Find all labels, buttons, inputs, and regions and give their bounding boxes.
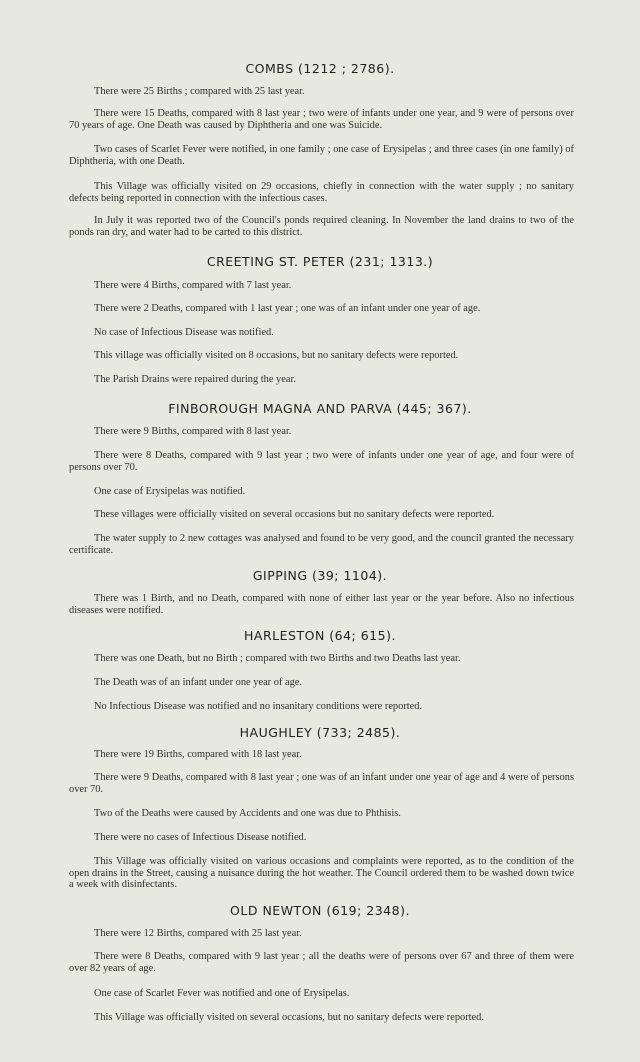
paragraph: There were 8 Deaths, compared with 9 last year ; two were of infants under one year of age, and four were of persons over 70. bbox=[69, 450, 574, 473]
section-combs bbox=[0, 61, 640, 76]
section-heading: COMBS (1212 ; 2786). bbox=[245, 61, 395, 76]
section-creeting-st-peter bbox=[0, 254, 640, 269]
paragraph: There were 12 Births, compared with 25 last year. bbox=[94, 928, 302, 939]
section-gipping bbox=[0, 568, 640, 583]
paragraph: No case of Infectious Disease was notified. bbox=[94, 327, 274, 338]
paragraph: There were 19 Births, compared with 18 last year. bbox=[94, 749, 302, 760]
section-heading: HARLESTON (64; 615). bbox=[244, 628, 396, 643]
paragraph: One case of Scarlet Fever was notified and one of Erysipelas. bbox=[94, 988, 350, 999]
paragraph: There were 2 Deaths, compared with 1 last year ; one was of an infant under one year of age. bbox=[94, 303, 481, 314]
paragraph: Two cases of Scarlet Fever were notified, in one family ; one case of Erysipelas ; and three cases (in one family) of Diphtheria, with one Death. bbox=[69, 144, 574, 167]
paragraph: There was one Death, but no Birth ; compared with two Births and two Deaths last year. bbox=[94, 653, 461, 664]
paragraph: There were 8 Deaths, compared with 9 last year ; all the deaths were of persons over 67 and three of them were over 82 years of age. bbox=[69, 951, 574, 974]
section-heading: OLD NEWTON (619; 2348). bbox=[230, 903, 410, 918]
paragraph: This village was officially visited on 8 occasions, but no sanitary defects were reported. bbox=[94, 350, 459, 361]
paragraph: These villages were officially visited on several occasions but no sanitary defects were reported. bbox=[94, 509, 495, 520]
paragraph: This Village was officially visited on various occasions and complaints were reported, as to the condition of the open drains in the Street, causing a nuisance during the hot weather. The Council ordered them to be washed down twice a week with disinfectants. bbox=[69, 856, 574, 890]
paragraph: There were no cases of Infectious Disease notified. bbox=[94, 832, 307, 843]
paragraph: There were 9 Births, compared with 8 last year. bbox=[94, 426, 292, 437]
paragraph: There were 9 Deaths, compared with 8 last year ; one was of an infant under one year of age and 4 were of persons over 70. bbox=[69, 772, 574, 795]
section-heading: GIPPING (39; 1104). bbox=[252, 568, 388, 583]
section-heading: CREETING ST. PETER (231; 1313.) bbox=[206, 254, 434, 269]
paragraph: In July it was reported two of the Council's ponds required cleaning. In November the land drains to two of the ponds ran dry, and water had to be carted to this district. bbox=[69, 215, 574, 238]
paragraph: The Death was of an infant under one year of age. bbox=[94, 677, 303, 688]
section-haughley bbox=[0, 725, 640, 740]
paragraph: This Village was officially visited on 29 occasions, chiefly in connection with the water supply ; no sanitary defects being reported in connection with the infectious cases. bbox=[69, 181, 574, 204]
paragraph: There were 15 Deaths, compared with 8 last year ; two were of infants under one year, and 9 were of persons over 70 years of age. One Death was caused by Diphtheria and one was Suicide. bbox=[69, 108, 574, 131]
paragraph: The Parish Drains were repaired during the year. bbox=[94, 374, 296, 385]
paragraph: Two of the Deaths were caused by Accidents and one was due to Phthisis. bbox=[94, 808, 401, 819]
section-harleston bbox=[0, 628, 640, 643]
paragraph: One case of Erysipelas was notified. bbox=[94, 486, 246, 497]
paragraph: The water supply to 2 new cottages was analysed and found to be very good, and the council granted the necessary certificate. bbox=[69, 533, 574, 556]
paragraph: There was 1 Birth, and no Death, compared with none of either last year or the year before. Also no infectious diseases were notified. bbox=[69, 593, 574, 616]
paragraph: No Infectious Disease was notified and no insanitary conditions were reported. bbox=[94, 701, 423, 712]
section-finborough bbox=[0, 401, 640, 416]
paragraph: This Village was officially visited on several occasions, but no sanitary defects were reported. bbox=[94, 1012, 484, 1023]
paragraph: There were 25 Births ; compared with 25 last year. bbox=[94, 86, 305, 97]
section-old-newton bbox=[0, 903, 640, 918]
section-heading: FINBOROUGH MAGNA AND PARVA (445; 367). bbox=[168, 401, 472, 416]
section-heading: HAUGHLEY (733; 2485). bbox=[239, 725, 401, 740]
paragraph: There were 4 Births, compared with 7 last year. bbox=[94, 280, 292, 291]
